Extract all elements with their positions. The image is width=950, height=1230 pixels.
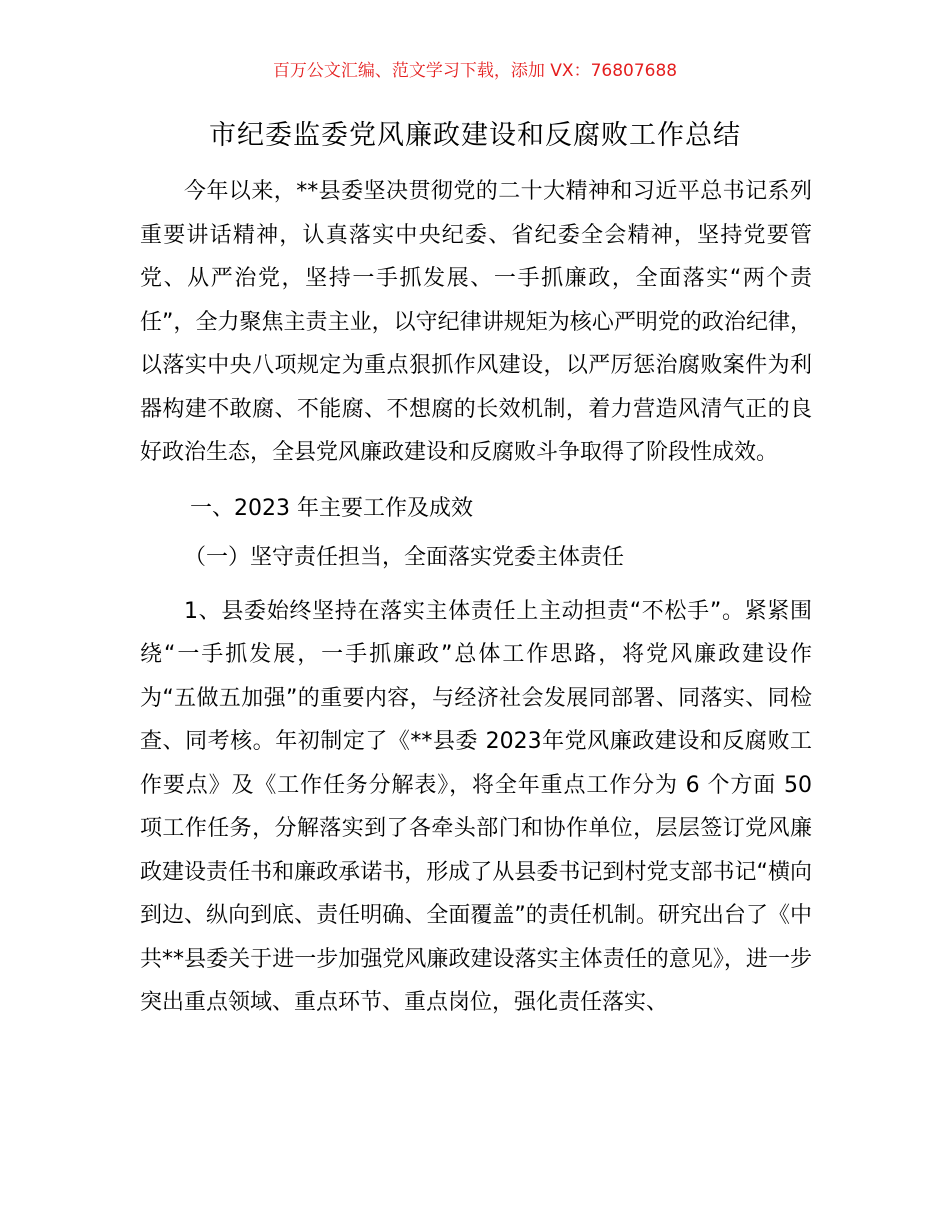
subsection-heading: （一）坚守责任担当，全面落实党委主体责任: [184, 545, 625, 570]
body-paragraph: 1、县委始终坚持在落实主体责任上主动担责“不松手”。紧紧围绕“一手抓发展，一手抓廉政”总体工作思路，将党风廉政建设作为“五做五加强”的重要内容，与经济社会发展同部署、同落实、同检查、同考核。年初制定了《**县委 2023年党风廉政建设和反腐败工作要点》及《工作任务分解表》，将全年重点工作分为 6 个方面 50 项工作任务，分解落实到了各牵头部门和协作单位，层层签订党风廉政建设责任书和廉政承诺书，形成了从县委书记到村党支部书记“横向到边、纵向到底、责任明确、全面覆盖”的责任机制。研究出台了《中共**县委关于进一步加强党风廉政建设落实主体责任的意见》，进一步突出重点领域、重点环节、重点岗位，强化责任落实、: [140, 598, 812, 1015]
document-body: [140, 170, 812, 1025]
watermark-text: 百万公文汇编、范文学习下载，添加 VX：76807688: [272, 61, 678, 81]
section-heading: 一、2023 年主要工作及成效: [190, 495, 473, 521]
intro-paragraph: 今年以来，**县委坚决贯彻党的二十大精神和习近平总书记系列重要讲话精神，认真落实中央纪委、省纪委全会精神，坚持党要管党、从严治党，坚持一手抓发展、一手抓廉政，全面落实“两个责任”，全力聚焦主责主业，以守纪律讲规矩为核心严明党的政治纪律，以落实中央八项规定为重点狠抓作风建设，以严厉惩治腐败案件为利器构建不敢腐、不能腐、不想腐的长效机制，着力营造风清气正的良好政治生态，全县党风廉政建设和反腐败斗争取得了阶段性成效。: [140, 179, 812, 465]
document-title: 市纪委监委党风廉政建设和反腐败工作总结: [209, 120, 741, 151]
